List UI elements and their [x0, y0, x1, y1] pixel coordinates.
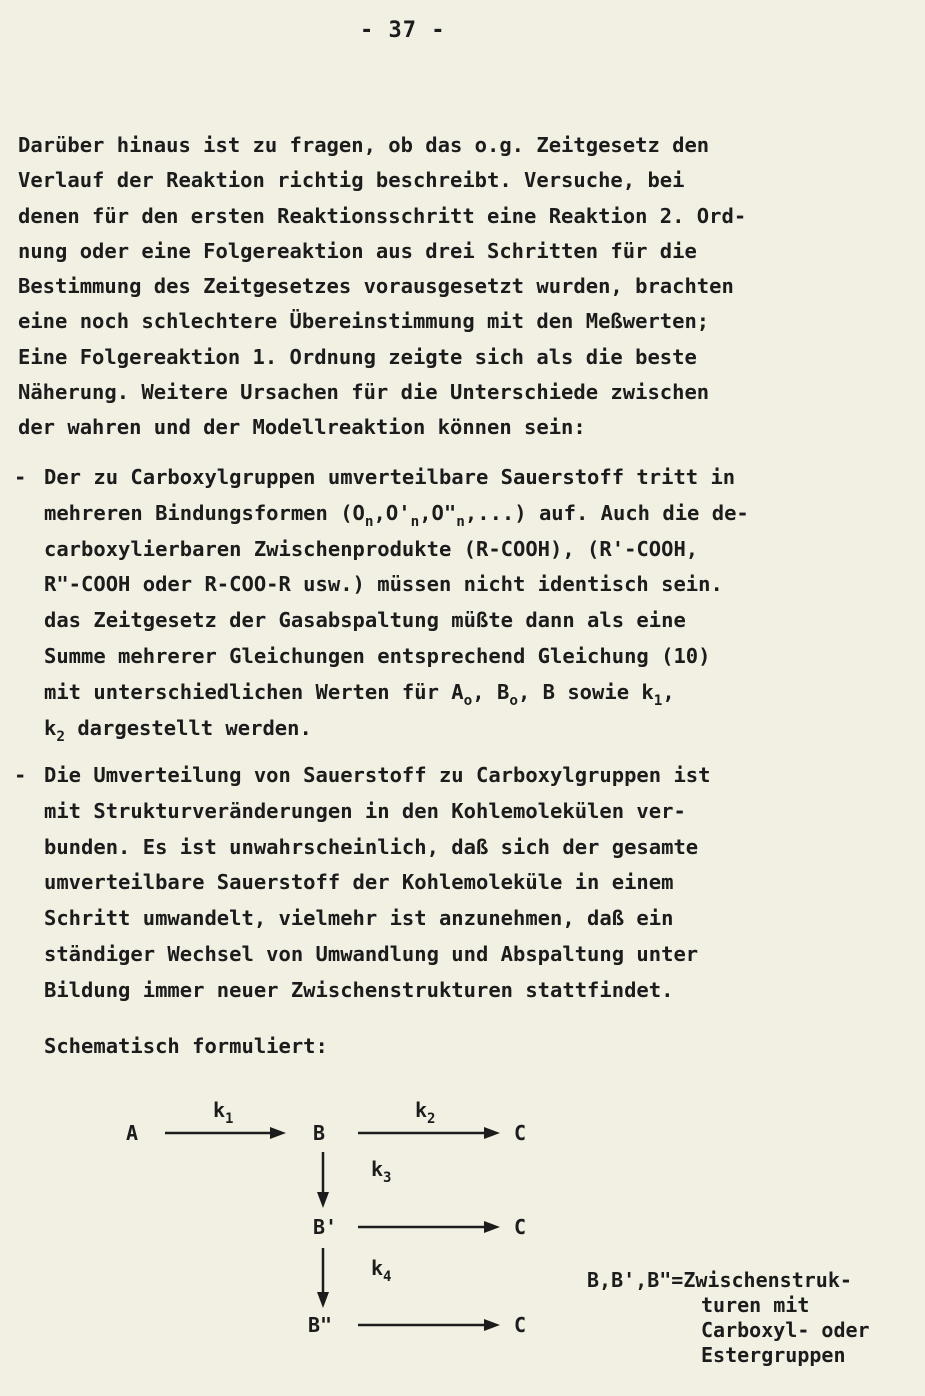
- species-c: C: [514, 1313, 527, 1337]
- text-line: Bildung immer neuer Zwischenstrukturen stattfindet.: [44, 977, 674, 1002]
- text-line: mit unterschiedlichen Werten für $A_o$, $B_o$, B sowie $k_1$,: [44, 679, 675, 709]
- rate-constant-k1: $k_1$: [213, 1098, 234, 1127]
- text-line: carboxylierbaren Zwischenprodukte (R-COOH), (R'-COOH,: [44, 536, 699, 561]
- species-b-prime: B': [313, 1215, 338, 1239]
- text-line: eine noch schlechtere Übereinstimmung mit den Meßwerten;: [18, 309, 710, 334]
- text-line: Schritt umwandelt, vielmehr ist anzunehmen, daß ein: [44, 906, 674, 931]
- text-line: Näherung. Weitere Ursachen für die Unterschiede zwischen: [18, 380, 710, 405]
- rate-constant-k4: $k_4$: [371, 1256, 392, 1285]
- rate-constant-k3: $k_3$: [371, 1157, 392, 1186]
- species-c: C: [514, 1121, 527, 1145]
- text-line: ständiger Wechsel von Umwandlung und Abspaltung unter: [44, 941, 699, 966]
- bullet-dash: -: [14, 465, 27, 489]
- species-b-double-prime: B": [308, 1313, 333, 1337]
- species-c: C: [514, 1215, 527, 1239]
- species-b: B: [313, 1121, 326, 1145]
- text-line: der wahren und der Modellreaktion können sein:: [18, 415, 586, 440]
- text-line: Summe mehrerer Gleichungen entsprechend Gleichung (10): [44, 643, 711, 668]
- arrowhead: [484, 1319, 500, 1331]
- text-line: Eine Folgereaktion 1. Ordnung zeigte sich als die beste: [18, 344, 697, 369]
- text-line: umverteilbare Sauerstoff der Kohlemoleküle in einem: [44, 870, 674, 895]
- text-line: Bestimmung des Zeitgesetzes vorausgesetzt wurden, brachten: [18, 274, 734, 299]
- arrowhead: [484, 1127, 500, 1139]
- scheme-legend: [587, 1268, 870, 1368]
- text-line: mit Strukturveränderungen in den Kohlemolekülen ver-: [44, 798, 686, 823]
- arrowhead: [484, 1221, 500, 1233]
- text-line: denen für den ersten Reaktionsschritt eine Reaktion 2. Ord-: [18, 203, 747, 228]
- page-number: - 37 -: [360, 18, 446, 43]
- text-line: Der zu Carboxylgruppen umverteilbare Sauerstoff tritt in: [44, 465, 736, 489]
- species-a: A: [126, 1121, 139, 1145]
- schema-title: Schematisch formuliert:: [44, 1034, 328, 1058]
- text-line: mehreren Bindungsformen $(O_n,O'_n,O"_n,...)$ auf. Auch die de-: [44, 500, 749, 530]
- arrowhead: [317, 1292, 329, 1308]
- bullet-dash: -: [14, 763, 27, 787]
- legend-line: B,B',B"=Zwischenstruk-: [587, 1268, 852, 1292]
- legend-line: Carboxyl- oder: [701, 1318, 870, 1342]
- text-line: bunden. Es ist unwahrscheinlich, daß sich der gesamte: [44, 834, 699, 859]
- text-line: Die Umverteilung von Sauerstoff zu Carboxylgruppen ist: [44, 763, 711, 787]
- text-line: R"-COOH oder R-COO-R usw.) müssen nicht identisch sein.: [44, 572, 723, 597]
- text-line: Darüber hinaus ist zu fragen, ob das o.g. Zeitgesetz den: [18, 133, 710, 157]
- rate-constant-k2: $k_2$: [415, 1098, 436, 1127]
- text-line: das Zeitgesetz der Gasabspaltung müßte dann als eine: [44, 608, 686, 633]
- text-line: $k_2$ dargestellt werden.: [44, 715, 312, 745]
- text-line: Verlauf der Reaktion richtig beschreibt. Versuche, bei: [18, 168, 685, 193]
- legend-line: turen mit: [701, 1293, 810, 1317]
- arrowhead: [317, 1192, 329, 1208]
- text-line: nung oder eine Folgereaktion aus drei Schritten für die: [18, 238, 697, 263]
- arrowhead: [270, 1127, 286, 1139]
- legend-line: Estergruppen: [701, 1343, 846, 1367]
